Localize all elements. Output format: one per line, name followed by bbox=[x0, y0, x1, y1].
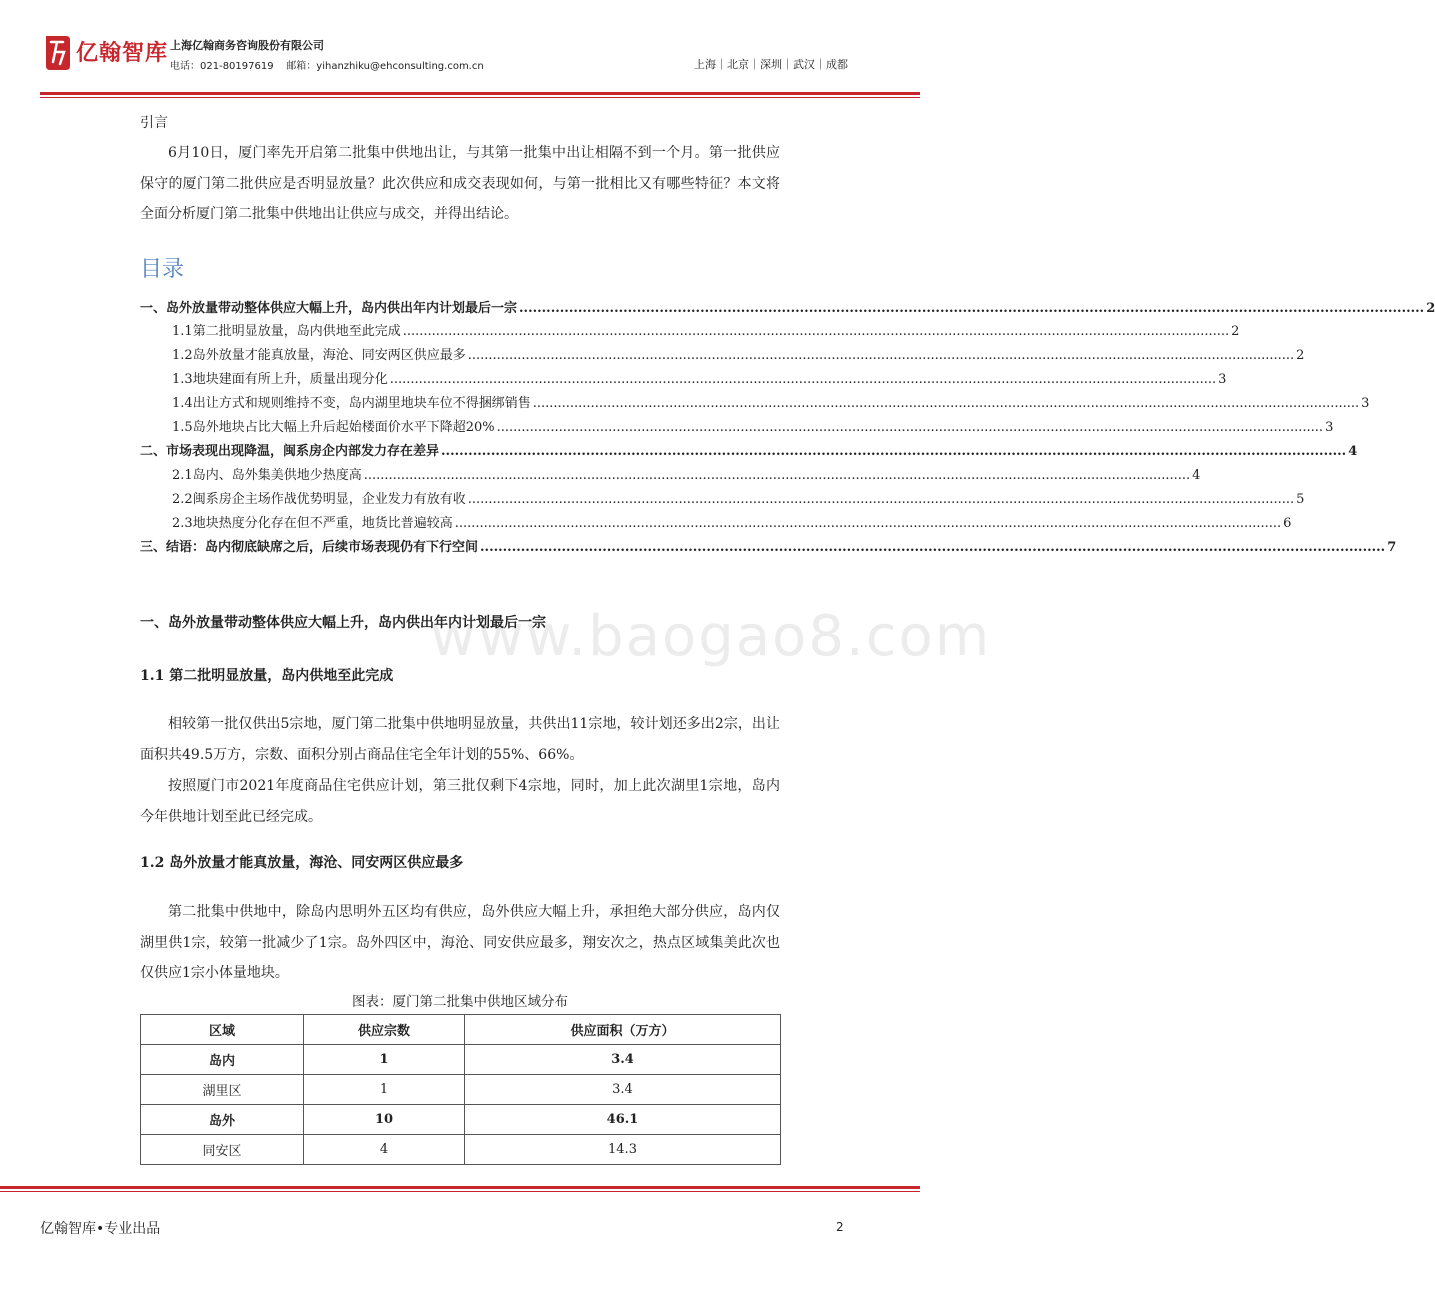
brand-name: 亿翰智库 bbox=[76, 41, 169, 66]
toc-item[interactable]: 1.4 出让方式和规则维持不变，岛内湖里地块车位不得捆绑销售 ..... 3 bbox=[172, 392, 780, 411]
table-header-cell: 区域 bbox=[141, 1015, 304, 1045]
table-row bbox=[141, 1045, 781, 1075]
header-divider bbox=[40, 92, 920, 95]
table-cell: 10 bbox=[304, 1105, 465, 1135]
footer-divider-thin bbox=[0, 1191, 920, 1192]
toc-item[interactable]: 一、 岛外放量带动整体供应大幅上升，岛内供出年内计划最后一宗 ..... 2 bbox=[140, 297, 780, 316]
intro-title: 引言 bbox=[140, 115, 168, 131]
table-header-cell: 供应面积（万方） bbox=[465, 1015, 781, 1045]
header-divider-thin bbox=[40, 97, 920, 98]
intro-paragraph: 6月10日，厦门率先开启第二批集中供地出让，与其第一批集中出让相隔不到一个月。第一批供应保守的厦门第二批供应是否明显放量？此次供应和成交表现如何，与第一批相比又有哪些特征？本文将全面分析厦门第二批集中供地出让供应与成交，并得出结论。 bbox=[140, 145, 780, 222]
toc-item[interactable]: 2.2 闽系房企主场作战优势明显，企业发力有放有收 ..... 5 bbox=[172, 488, 780, 507]
contact-info: 电话：021-80197619 邮箱：yihanzhiku@ehconsulting.com.cn bbox=[170, 61, 484, 72]
footer-divider bbox=[0, 1186, 920, 1189]
table-cell: 岛内 bbox=[141, 1045, 304, 1075]
toc-item[interactable]: 1.3 地块建面有所上升，质量出现分化 ..... 3 bbox=[172, 368, 780, 387]
toc-title: 目录 bbox=[140, 257, 185, 282]
table-header-cell: 供应宗数 bbox=[304, 1015, 465, 1045]
section-heading: 一、岛外放量带动整体供应大幅上升，岛内供出年内计划最后一宗 bbox=[140, 615, 546, 631]
table-cell: 3.4 bbox=[465, 1045, 781, 1075]
body-paragraph: 相较第一批仅供出5宗地，厦门第二批集中供地明显放量，共供出11宗地，较计划还多出2宗，出让面积共49.5万方，宗数、面积分别占商品住宅全年计划的55%、66%。 bbox=[140, 716, 780, 763]
office-cities: 上海｜北京｜深圳｜武汉｜成都 bbox=[694, 58, 848, 71]
table-cell: 1 bbox=[304, 1075, 465, 1105]
toc-item[interactable]: 1.1 第二批明显放量，岛内供地至此完成 ..... 2 bbox=[172, 320, 780, 339]
table-cell: 岛外 bbox=[141, 1105, 304, 1135]
toc-item[interactable]: 1.2 岛外放量才能真放量，海沧、同安两区供应最多 ..... 2 bbox=[172, 344, 780, 363]
table-row bbox=[141, 1105, 781, 1135]
table-cell: 同安区 bbox=[141, 1135, 304, 1165]
toc-item[interactable]: 2.3 地块热度分化存在但不严重，地货比普遍较高 ..... 6 bbox=[172, 512, 780, 531]
table-cell: 14.3 bbox=[465, 1135, 781, 1165]
subsection-heading: 1.2 岛外放量才能真放量，海沧、同安两区供应最多 bbox=[140, 855, 464, 871]
table-row bbox=[141, 1075, 781, 1105]
footer-brand: 亿翰智库•专业出品 bbox=[40, 1221, 161, 1237]
table-row bbox=[141, 1135, 781, 1165]
table-header-row bbox=[141, 1015, 781, 1045]
company-logo-icon bbox=[42, 32, 72, 72]
body-paragraph: 按照厦门市2021年度商品住宅供应计划，第三批仅剩下4宗地，同时，加上此次湖里1宗地，岛内今年供地计划至此已经完成。 bbox=[140, 778, 780, 825]
table-cell: 3.4 bbox=[465, 1075, 781, 1105]
table-caption: 图表：厦门第二批集中供地区域分布 bbox=[352, 994, 568, 1010]
subsection-heading: 1.1 第二批明显放量，岛内供地至此完成 bbox=[140, 668, 394, 684]
toc-item[interactable]: 1.5 岛外地块占比大幅上升后起始楼面价水平下降超20% ..... 3 bbox=[172, 416, 780, 435]
table-cell: 46.1 bbox=[465, 1105, 781, 1135]
toc-item[interactable]: 三、 结语：岛内彻底缺席之后，后续市场表现仍有下行空间 ..... 7 bbox=[140, 536, 780, 555]
body-paragraph: 第二批集中供地中，除岛内思明外五区均有供应，岛外供应大幅上升，承担绝大部分供应，岛内仅湖里供1宗，较第一批减少了1宗。岛外四区中，海沧、同安供应最多，翔安次之，热点区域集美此次也仅供应1宗小体量地块。 bbox=[140, 904, 780, 981]
toc-item[interactable]: 二、 市场表现出现降温，闽系房企内部发力存在差异 ..... 4 bbox=[140, 440, 780, 459]
table-cell: 4 bbox=[304, 1135, 465, 1165]
watermark-text: www.baogao8.com bbox=[430, 604, 992, 669]
region-supply-table bbox=[140, 1014, 781, 1165]
table-cell: 湖里区 bbox=[141, 1075, 304, 1105]
toc-item[interactable]: 2.1 岛内、岛外集美供地少热度高 ..... 4 bbox=[172, 464, 780, 483]
page-number: 2 bbox=[836, 1220, 844, 1234]
company-name: 上海亿翰商务咨询股份有限公司 bbox=[170, 39, 324, 52]
table-cell: 1 bbox=[304, 1045, 465, 1075]
